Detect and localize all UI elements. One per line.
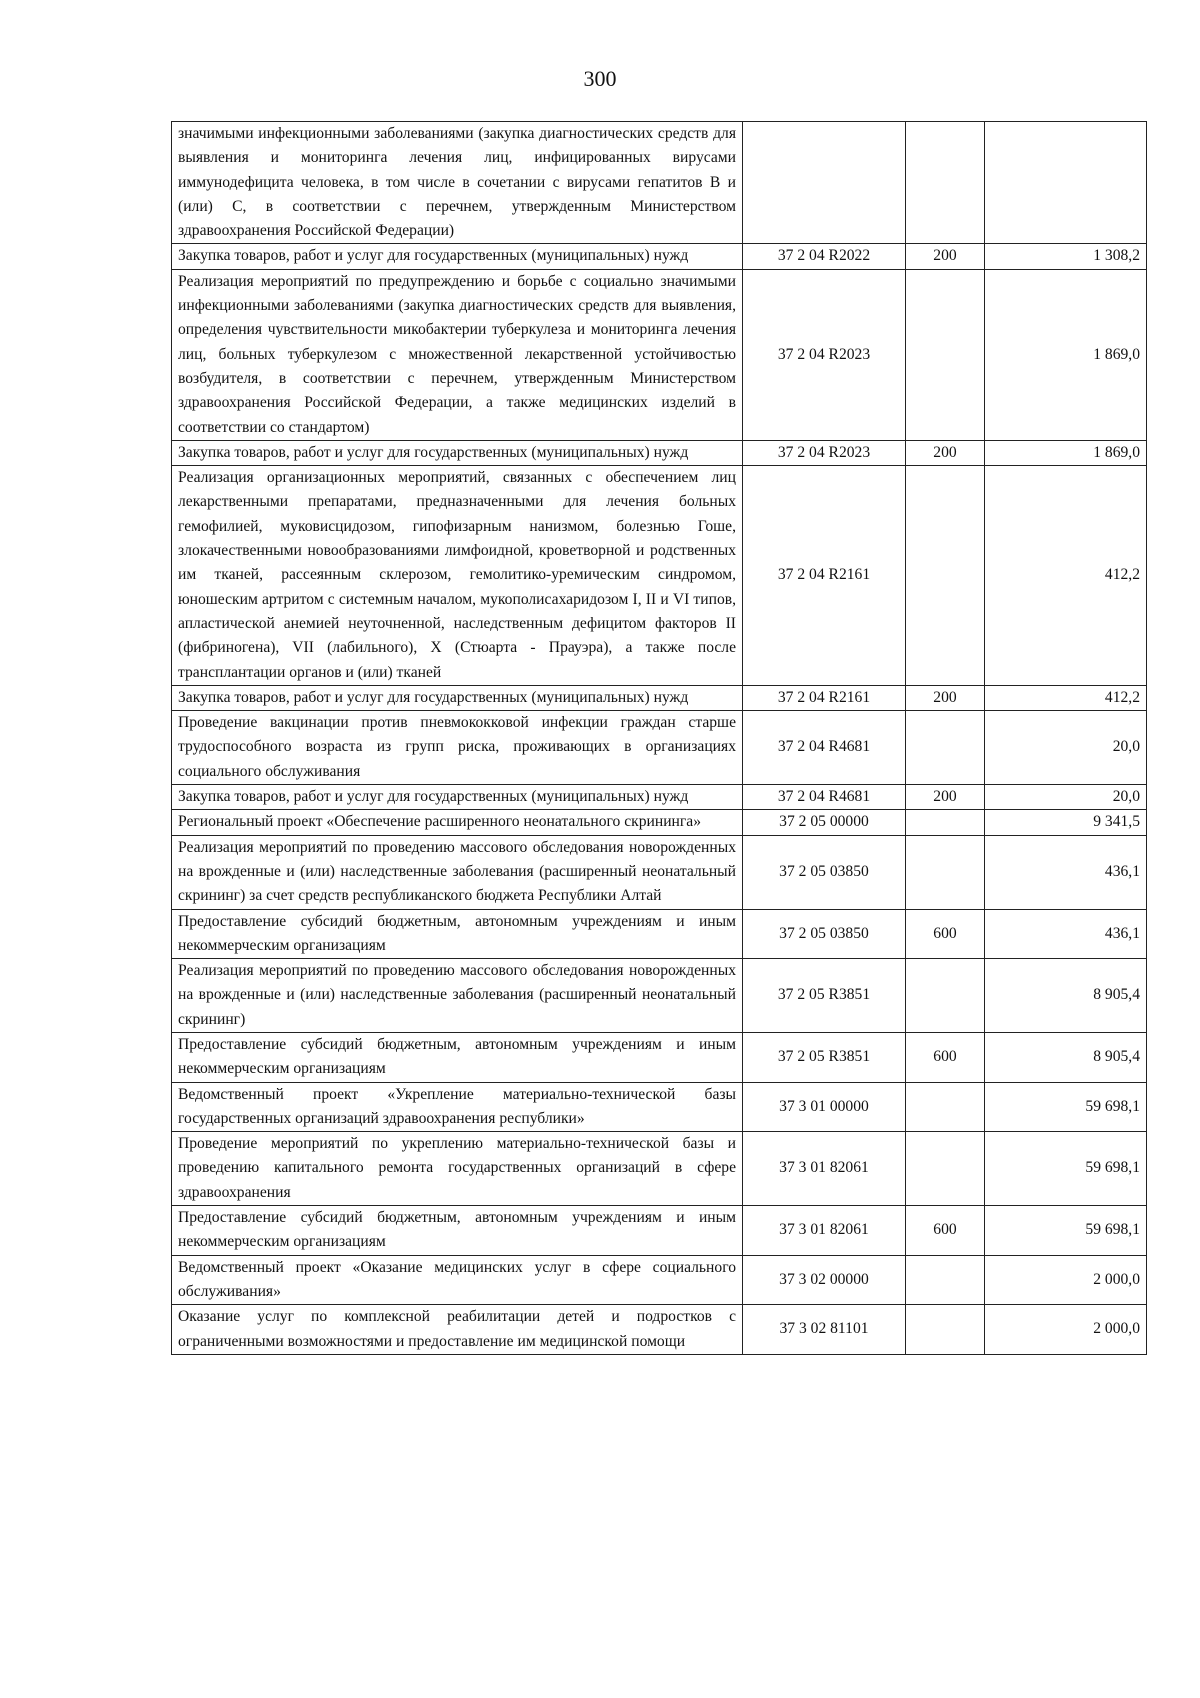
table-row xyxy=(172,785,1147,810)
table-row xyxy=(172,909,1147,959)
row-kind-cell: 600 xyxy=(906,1032,985,1082)
row-kind-cell xyxy=(906,1082,985,1132)
table-row xyxy=(172,711,1147,785)
row-kind-cell xyxy=(906,1255,985,1305)
row-sum-cell: 59 698,1 xyxy=(985,1082,1147,1132)
row-code-cell: 37 2 04 R2023 xyxy=(743,440,906,465)
row-kind-cell xyxy=(906,1132,985,1206)
row-name-cell: значимыми инфекционными заболеваниями (закупка диагностических средств для выявления и мониторинга лечения лиц, инфицированных вирусами иммунодефицита человека, в том числе в сочетании с вирусами гепатитов B и (или) C, в соответствии с перечнем, утвержденным Министерством здравоохранения Российской Федерации) xyxy=(172,122,743,244)
row-sum-cell: 8 905,4 xyxy=(985,959,1147,1033)
row-kind-cell xyxy=(906,269,985,440)
row-code-cell: 37 2 04 R2022 xyxy=(743,244,906,269)
row-sum-cell: 8 905,4 xyxy=(985,1032,1147,1082)
row-kind-cell: 600 xyxy=(906,909,985,959)
table-row xyxy=(172,440,1147,465)
row-name-cell: Закупка товаров, работ и услуг для государственных (муниципальных) нужд xyxy=(172,785,743,810)
row-sum-cell: 1 869,0 xyxy=(985,269,1147,440)
row-name-cell: Оказание услуг по комплексной реабилитации детей и подростков с ограниченными возможностями и предоставление им медицинской помощи xyxy=(172,1305,743,1355)
row-name-cell: Предоставление субсидий бюджетным, автономным учреждениям и иным некоммерческим организациям xyxy=(172,1032,743,1082)
row-code-cell: 37 3 02 00000 xyxy=(743,1255,906,1305)
table-row xyxy=(172,1305,1147,1355)
row-name-cell: Предоставление субсидий бюджетным, автономным учреждениям и иным некоммерческим организациям xyxy=(172,1206,743,1256)
row-kind-cell: 200 xyxy=(906,685,985,710)
row-sum-cell: 9 341,5 xyxy=(985,810,1147,835)
row-code-cell: 37 2 05 R3851 xyxy=(743,959,906,1033)
row-sum-cell: 1 869,0 xyxy=(985,440,1147,465)
row-sum-cell: 59 698,1 xyxy=(985,1132,1147,1206)
row-name-cell: Реализация мероприятий по предупреждению и борьбе с социально значимыми инфекционными заболеваниями (закупка диагностических средств для выявления, определения чувствительности микобактерии туберкулеза и мониторинга лечения лиц, больных туберкулезом с множественной лекарственной устойчивостью возбудителя, в соответствии с перечнем, утвержденным Министерством здравоохранения Российской Федерации, а также медицинских изделий в соответствии со стандартом) xyxy=(172,269,743,440)
row-code-cell: 37 2 04 R4681 xyxy=(743,785,906,810)
row-kind-cell xyxy=(906,959,985,1033)
row-code-cell: 37 2 04 R2161 xyxy=(743,685,906,710)
row-kind-cell: 200 xyxy=(906,440,985,465)
row-code-cell: 37 2 05 03850 xyxy=(743,835,906,909)
row-code-cell: 37 3 02 81101 xyxy=(743,1305,906,1355)
row-kind-cell xyxy=(906,122,985,244)
row-name-cell: Реализация мероприятий по проведению массового обследования новорожденных на врожденные и (или) наследственные заболевания (расширенный неонатальный скрининг) xyxy=(172,959,743,1033)
row-kind-cell xyxy=(906,711,985,785)
row-name-cell: Реализация организационных мероприятий, связанных с обеспечением лиц лекарственными препаратами, предназначенными для лечения больных гемофилией, муковисцидозом, гипофизарным нанизмом, болезнью Гоше, злокачественными новообразованиями лимфоидной, кроветворной и родственных им тканей, рассеянным склерозом, гемолитико-уремическим синдромом, юношеским артритом с системным началом, мукополисахаридозом I, II и VI типов, апластической анемией неуточненной, наследственным дефицитом факторов II (фибриногена), VII (лабильного), X (Стюарта - Прауэра), а также после трансплантации органов и (или) тканей xyxy=(172,466,743,686)
row-kind-cell: 200 xyxy=(906,785,985,810)
row-name-cell: Проведение мероприятий по укреплению материально-технической базы и проведению капитального ремонта государственных организаций в сфере здравоохранения xyxy=(172,1132,743,1206)
row-kind-cell xyxy=(906,835,985,909)
row-sum-cell: 20,0 xyxy=(985,785,1147,810)
row-code-cell: 37 3 01 82061 xyxy=(743,1132,906,1206)
row-name-cell: Предоставление субсидий бюджетным, автономным учреждениям и иным некоммерческим организациям xyxy=(172,909,743,959)
row-sum-cell: 59 698,1 xyxy=(985,1206,1147,1256)
row-code-cell: 37 3 01 00000 xyxy=(743,1082,906,1132)
row-name-cell: Региональный проект «Обеспечение расширенного неонатального скрининга» xyxy=(172,810,743,835)
budget-table xyxy=(171,121,1147,1355)
row-name-cell: Проведение вакцинации против пневмококковой инфекции граждан старше трудоспособного возраста из групп риска, проживающих в организациях социального обслуживания xyxy=(172,711,743,785)
row-sum-cell: 2 000,0 xyxy=(985,1305,1147,1355)
table-row xyxy=(172,1255,1147,1305)
row-code-cell: 37 3 01 82061 xyxy=(743,1206,906,1256)
row-sum-cell xyxy=(985,122,1147,244)
row-name-cell: Реализация мероприятий по проведению массового обследования новорожденных на врожденные и (или) наследственные заболевания (расширенный неонатальный скрининг) за счет средств республиканского бюджета Республики Алтай xyxy=(172,835,743,909)
table-row xyxy=(172,959,1147,1033)
row-name-cell: Закупка товаров, работ и услуг для государственных (муниципальных) нужд xyxy=(172,685,743,710)
row-sum-cell: 412,2 xyxy=(985,685,1147,710)
table-row xyxy=(172,269,1147,440)
row-sum-cell: 436,1 xyxy=(985,835,1147,909)
row-kind-cell xyxy=(906,466,985,686)
row-sum-cell: 1 308,2 xyxy=(985,244,1147,269)
row-name-cell: Закупка товаров, работ и услуг для государственных (муниципальных) нужд xyxy=(172,440,743,465)
row-name-cell: Закупка товаров, работ и услуг для государственных (муниципальных) нужд xyxy=(172,244,743,269)
row-kind-cell xyxy=(906,810,985,835)
table-row xyxy=(172,685,1147,710)
table-row xyxy=(172,835,1147,909)
row-kind-cell xyxy=(906,1305,985,1355)
table-row xyxy=(172,1132,1147,1206)
row-code-cell: 37 2 04 R2161 xyxy=(743,466,906,686)
table-row xyxy=(172,1032,1147,1082)
row-code-cell: 37 2 04 R2023 xyxy=(743,269,906,440)
row-code-cell: 37 2 05 00000 xyxy=(743,810,906,835)
row-code-cell: 37 2 05 R3851 xyxy=(743,1032,906,1082)
table-row xyxy=(172,1206,1147,1256)
row-sum-cell: 20,0 xyxy=(985,711,1147,785)
table-row xyxy=(172,1082,1147,1132)
table-row xyxy=(172,122,1147,244)
budget-table-body xyxy=(172,122,1147,1355)
row-code-cell xyxy=(743,122,906,244)
row-code-cell: 37 2 04 R4681 xyxy=(743,711,906,785)
table-row xyxy=(172,244,1147,269)
table-row xyxy=(172,810,1147,835)
row-sum-cell: 436,1 xyxy=(985,909,1147,959)
row-kind-cell: 600 xyxy=(906,1206,985,1256)
page-number: 300 xyxy=(583,66,617,91)
row-name-cell: Ведомственный проект «Укрепление материально-технической базы государственных организаций здравоохранения республики» xyxy=(172,1082,743,1132)
row-code-cell: 37 2 05 03850 xyxy=(743,909,906,959)
row-name-cell: Ведомственный проект «Оказание медицинских услуг в сфере социального обслуживания» xyxy=(172,1255,743,1305)
table-row xyxy=(172,466,1147,686)
row-sum-cell: 412,2 xyxy=(985,466,1147,686)
row-kind-cell: 200 xyxy=(906,244,985,269)
row-sum-cell: 2 000,0 xyxy=(985,1255,1147,1305)
